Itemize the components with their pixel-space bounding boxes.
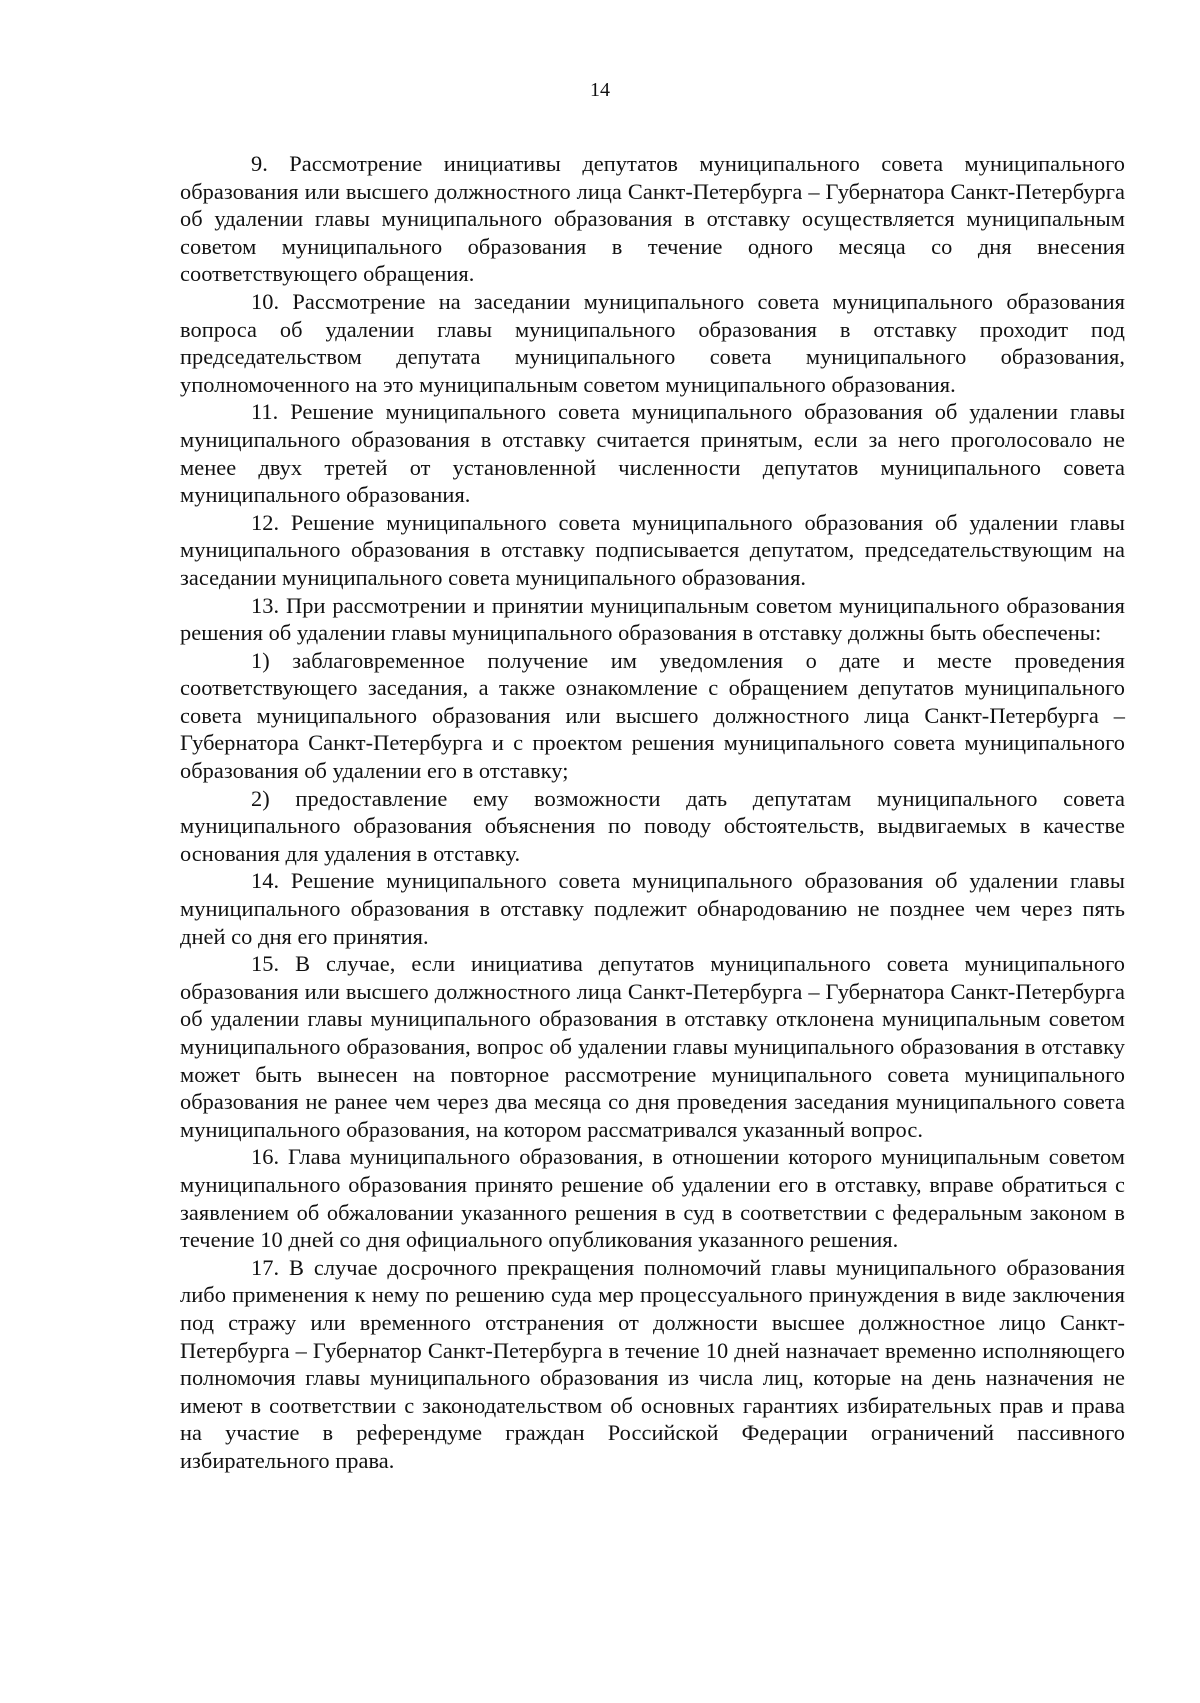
- paragraph-9: 9. Рассмотрение инициативы депутатов муниципального совета муниципального образования или высшего должностного лица Санкт-Петербурга – Губернатора Санкт-Петербурга об удалении главы муниципального образования в отставку осуществляется муниципальным советом муниципального образования в течение одного месяца со дня внесения соответствующего обращения.: [180, 151, 1125, 287]
- paragraph-10: 10. Рассмотрение на заседании муниципального совета муниципального образования вопроса об удалении главы муниципального образования в отставку проходит под председательством депутата муниципального совета муниципального образования, уполномоченного на это муниципальным советом муниципального образования.: [180, 288, 1125, 397]
- paragraph-15: 15. В случае, если инициатива депутатов муниципального совета муниципального образования или высшего должностного лица Санкт-Петербурга – Губернатора Санкт-Петербурга об удалении главы муниципального образования в отставку отклонена муниципальным советом муниципального образования, вопрос об удалении главы муниципального образования в отставку может быть вынесен на повторное рассмотрение муниципального совета муниципального образования не ранее чем через два месяца со дня проведения заседания муниципального совета муниципального образования, на котором рассматривался указанный вопрос.: [180, 951, 1125, 1142]
- paragraph-16: 16. Глава муниципального образования, в отношении которого муниципальным советом муниципального образования принято решение об удалении его в отставку, вправе обратиться с заявлением об обжаловании указанного решения в суд в соответствии с федеральным законом в течение 10 дней со дня официального опубликования указанного решения.: [180, 1144, 1125, 1253]
- paragraph-14: 14. Решение муниципального совета муниципального образования об удалении главы муниципального образования в отставку подлежит обнародованию не позднее чем через пять дней со дня его принятия.: [180, 868, 1125, 949]
- page-number: 14: [590, 79, 610, 101]
- paragraph-13-item-2: 2) предоставление ему возможности дать депутатам муниципального совета муниципального образования объяснения по поводу обстоятельств, выдвигаемых в качестве основания для удаления в отставку.: [180, 785, 1125, 866]
- document-body: [180, 150, 1125, 1475]
- paragraph-11: 11. Решение муниципального совета муниципального образования об удалении главы муниципального образования в отставку считается принятым, если за него проголосовало не менее двух третей от установленной численности депутатов муниципального совета муниципального образования.: [180, 399, 1125, 508]
- paragraph-13-item-1: 1) заблаговременное получение им уведомления о дате и месте проведения соответствующего заседания, а также ознакомление с обращением депутатов муниципального совета муниципального образования или высшего должностного лица Санкт-Петербурга – Губернатора Санкт-Петербурга и с проектом решения муниципального совета муниципального образования об удалении его в отставку;: [180, 647, 1125, 784]
- paragraph-12: 12. Решение муниципального совета муниципального образования об удалении главы муниципального образования в отставку подписывается депутатом, председательствующим на заседании муниципального совета муниципального образования.: [180, 509, 1125, 590]
- paragraph-13: 13. При рассмотрении и принятии муниципальным советом муниципального образования решения об удалении главы муниципального образования в отставку должны быть обеспечены:: [180, 592, 1125, 646]
- paragraph-17: 17. В случае досрочного прекращения полномочий главы муниципального образования либо применения к нему по решению суда мер процессуального принуждения в виде заключения под стражу или временного отстранения от должности высшее должностное лицо Санкт-Петербурга – Губернатор Санкт-Петербурга в течение 10 дней назначает временно исполняющего полномочия главы муниципального образования из числа лиц, которые на день назначения не имеют в соответствии с законодательством об основных гарантиях избирательных прав и права на участие в референдуме граждан Российской Федерации ограничений пассивного избирательного права.: [180, 1254, 1125, 1473]
